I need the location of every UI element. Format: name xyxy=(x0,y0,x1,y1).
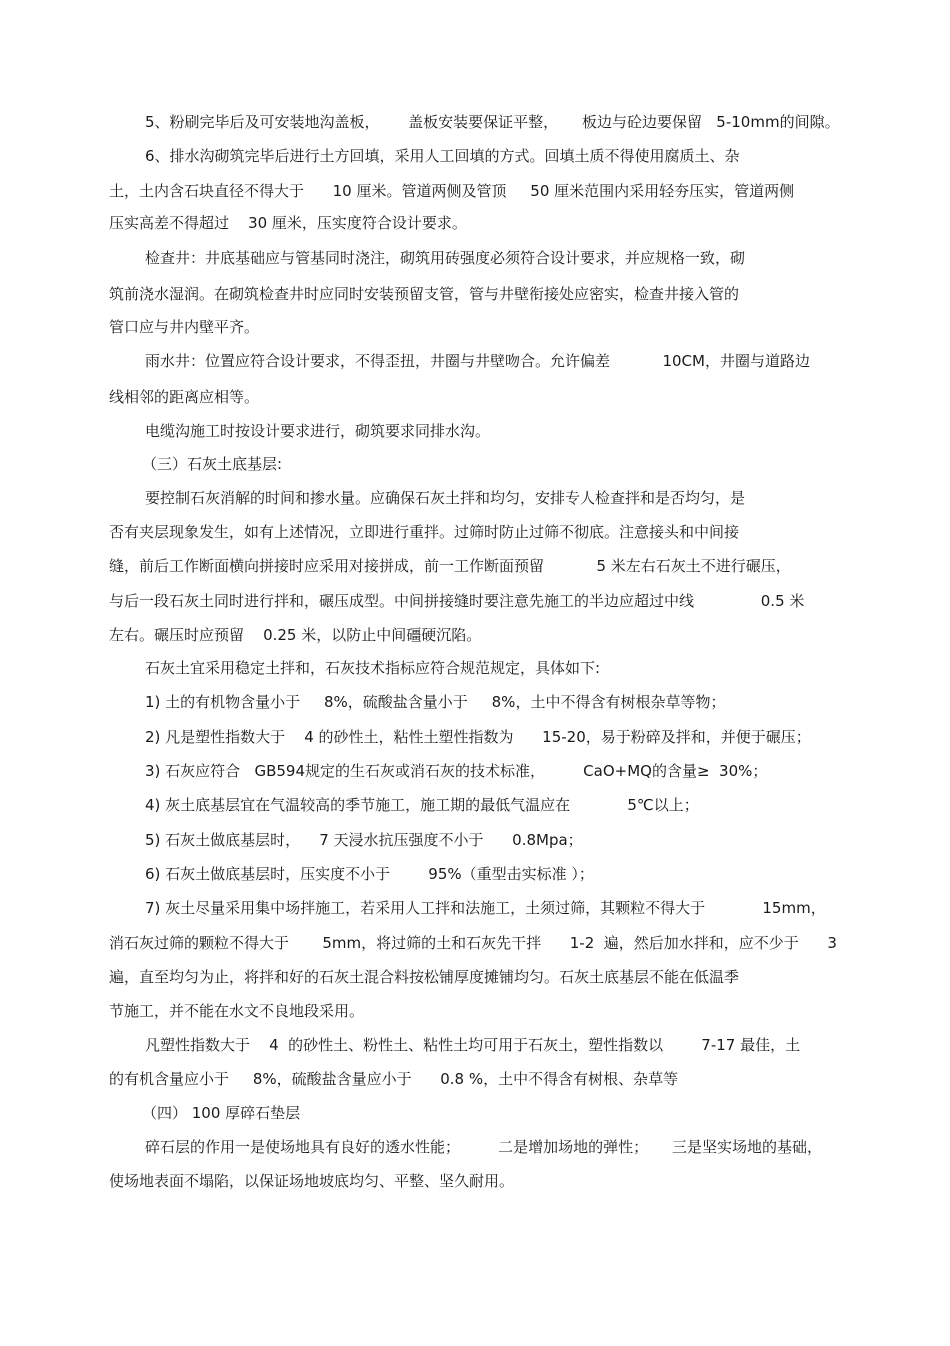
paragraph-line: 6、排水沟砌筑完毕后进行土方回填，采用人工回填的方式。回填土质不得使用腐质土、杂 xyxy=(145,147,740,165)
list-item: 2) 凡是塑性指数大于 4 的砂性土，粘性土塑性指数为 15-20，易于粉碎及拌和，并便于碾压； xyxy=(145,728,811,746)
paragraph-line: 雨水井：位置应符合设计要求，不得歪扭，井圈与井壁吻合。允许偏差 10CM，井圈与道路边 xyxy=(145,352,810,370)
paragraph-line: 管口应与井内壁平齐。 xyxy=(109,318,260,336)
paragraph-line: 遍，直至均匀为止，将拌和好的石灰土混合料按松铺厚度摊铺均匀。石灰土底基层不能在低温季 xyxy=(109,968,740,986)
list-item: 3) 石灰应符合 GB594规定的生石灰或消石灰的技术标准， CaO+MQ的含量≥ 30%； xyxy=(145,762,768,780)
paragraph-line: 石灰土宜采用稳定土拌和，石灰技术指标应符合规范规定，具体如下: xyxy=(145,659,601,677)
paragraph-line: 电缆沟施工时按设计要求进行，砌筑要求同排水沟。 xyxy=(145,422,491,440)
section-heading: （四） 100 厚碎石垫层 xyxy=(142,1104,301,1122)
paragraph-line: 使场地表面不塌陷，以保证场地坡底均匀、平整、坚久耐用。 xyxy=(109,1172,515,1190)
paragraph-line: 要控制石灰消解的时间和掺水量。应确保石灰土拌和均匀，安排专人检查拌和是否均匀，是 xyxy=(145,489,746,507)
paragraph-line: 凡塑性指数大于 4 的砂性土、粉性土、粘性土均可用于石灰土，塑性指数以 7-17 最佳，土 xyxy=(145,1036,801,1054)
paragraph-line: 检查井：井底基础应与管基同时浇注，砌筑用砖强度必须符合设计要求，并应规格一致，砌 xyxy=(145,249,746,267)
paragraph-line: 压实高差不得超过 30 厘米，压实度符合设计要求。 xyxy=(109,214,467,232)
list-item: 6) 石灰土做底基层时，压实度不小于 95%（重型击实标准 ）； xyxy=(145,865,594,883)
list-item: 4) 灰土底基层宜在气温较高的季节施工，施工期的最低气温应在 5℃以上； xyxy=(145,796,699,814)
paragraph-line: 碎石层的作用一是使场地具有良好的透水性能； 二是增加场地的弹性； 三是坚实场地的基础， xyxy=(145,1138,822,1156)
list-item: 1) 土的有机物含量小于 8%，硫酸盐含量小于 8%，土中不得含有树根杂草等物； xyxy=(145,693,726,711)
paragraph-line: 左右。碾压时应预留 0.25 米，以防止中间礓硬沉陷。 xyxy=(109,626,482,644)
list-item: 5) 石灰土做底基层时， 7 天浸水抗压强度不小于 0.8Mpa； xyxy=(145,831,583,849)
paragraph-line: 的有机含量应小于 8%，硫酸盐含量应小于 0.8 %，土中不得含有树根、杂草等 xyxy=(109,1070,679,1088)
list-item: 7) 灰土尽量采用集中场拌施工，若采用人工拌和法施工，土须过筛，其颗粒不得大于 15mm， xyxy=(145,899,826,917)
paragraph-line: 5、粉刷完毕后及可安装地沟盖板， 盖板安装要保证平整， 板边与砼边要保留 5-10mm的间隙。 xyxy=(145,113,840,131)
paragraph-line: 与后一段石灰土同时进行拌和，碾压成型。中间拼接缝时要注意先施工的半边应超过中线 0.5 米 xyxy=(109,592,805,610)
section-heading: （三）石灰土底基层: xyxy=(142,455,283,473)
paragraph-line: 缝，前后工作断面横向拼接时应采用对接拼成，前一工作断面预留 5 米左右石灰土不进行碾压， xyxy=(109,557,791,575)
paragraph-line: 节施工，并不能在水文不良地段采用。 xyxy=(109,1002,365,1020)
paragraph-line: 筑前浇水湿润。在砌筑检查井时应同时安装预留支管，管与井壁衔接处应密实，检查井接入管的 xyxy=(109,285,740,303)
paragraph-line: 否有夹层现象发生，如有上述情况，立即进行重拌。过筛时防止过筛不彻底。注意接头和中间接 xyxy=(109,523,740,541)
paragraph-line: 土，土内含石块直径不得大于 10 厘米。管道两侧及管顶 50 厘米范围内采用轻夯压实，管道两侧 xyxy=(109,182,795,200)
paragraph-line: 消石灰过筛的颗粒不得大于 5mm，将过筛的土和石灰先干拌 1-2 遍，然后加水拌和，应不少于 3 xyxy=(109,934,837,952)
paragraph-line: 线相邻的距离应相等。 xyxy=(109,388,260,406)
